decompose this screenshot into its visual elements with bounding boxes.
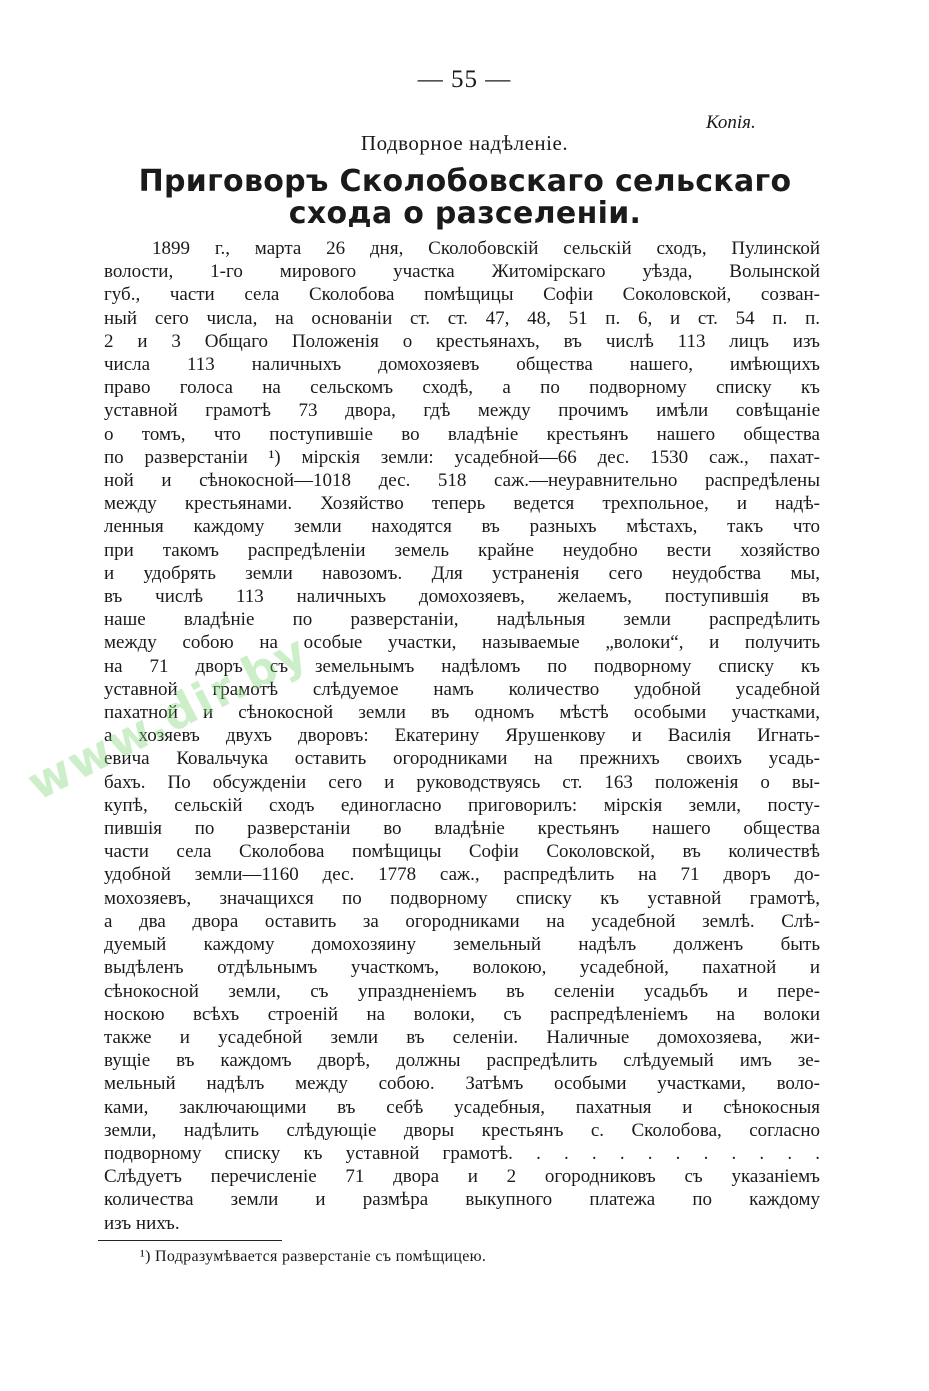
- copy-mark: Копія.: [706, 112, 756, 133]
- body-line: вущіе въ каждомъ дворѣ, должны распредѣлить слѣдуемый имъ зе-: [104, 1050, 820, 1072]
- watermark: www.dir.by: [18, 623, 317, 811]
- body-line: губ., части села Сколобова помѣщицы Софіи Соколовской, созван-: [104, 284, 820, 306]
- body-line: ный сего числа, на основаніи ст. ст. 47, 48, 51 п. 6, и ст. 54 п. п.: [104, 307, 820, 329]
- body-line: право голоса на сельскомъ сходѣ, а по подворному списку къ: [104, 377, 820, 399]
- body-text: [104, 237, 820, 1235]
- body-line: волости, 1-го мирового участка Житомірскаго уѣзда, Волынской: [104, 261, 820, 283]
- body-line: Слѣдуетъ перечисленіе 71 двора и 2 огородниковъ съ указаніемъ: [104, 1166, 820, 1188]
- body-line: по разверстаніи ¹) мірскія земли: усадебной—66 дес. 1530 саж., пахат-: [104, 446, 820, 468]
- body-line: дуемый каждому домохозяину земельный надѣлъ долженъ быть: [104, 934, 820, 956]
- body-line: между крестьянами. Хозяйство теперь ведется трехпольное, и надѣ-: [104, 493, 820, 515]
- body-line: 1899 г., марта 26 дня, Сколобовскій сельскій сходъ, Пулинской: [152, 238, 820, 259]
- body-line: бахъ. По обсужденіи сего и руководствуясь ст. 163 положенія о вы-: [104, 771, 820, 793]
- footnote: ¹) Подразумѣвается разверстаніе съ помѣщицею.: [140, 1248, 487, 1265]
- page-number: — 55 —: [417, 66, 512, 93]
- body-line: пившія по разверстаніи во владѣніе крестьянъ нашего общества: [104, 818, 820, 840]
- body-line: 2 и 3 Общаго Положенія о крестьянахъ, въ числѣ 113 лицъ изъ: [104, 330, 820, 352]
- body-line: части села Сколобова помѣщицы Софіи Соколовской, въ количествѣ: [104, 841, 820, 863]
- body-line: мохозяевъ, значащихся по подворному списку къ уставной грамотѣ,: [104, 887, 820, 909]
- body-line: при такомъ распредѣленіи земель крайне неудобно вести хозяйство: [104, 539, 820, 561]
- document-title: Приговоръ Сколобовскаго сельскаго схода о разселеніи.: [138, 164, 792, 231]
- body-line: земли, надѣлить слѣдующіе дворы крестьянъ с. Сколобова, согласно: [104, 1119, 820, 1141]
- body-line: выдѣленъ отдѣльнымъ участкомъ, волокою, усадебной, пахатной и: [104, 957, 820, 979]
- body-line: изъ нихъ.: [104, 1212, 180, 1234]
- body-line: на 71 дворъ съ земельнымъ надѣломъ по подворному списку къ: [104, 655, 820, 677]
- body-line: евича Ковальчука оставить огородниками на прежнихъ своихъ усадь-: [104, 748, 820, 770]
- body-line: ленныя каждому земли находятся въ разныхъ мѣстахъ, такъ что: [104, 516, 820, 538]
- body-line: и удобрять земли навозомъ. Для устраненія сего неудобства мы,: [104, 562, 820, 584]
- body-line: уставной грамотѣ 73 двора, гдѣ между прочимъ имѣли совѣщаніе: [104, 400, 820, 422]
- body-line: пахатной и сѣнокосной земли въ одномъ мѣстѣ особыми участками,: [104, 702, 820, 724]
- body-line: удобной земли—1160 дес. 1778 саж., распредѣлить на 71 дворъ до-: [104, 864, 820, 886]
- body-line: носкою всѣхъ строеній на волоки, съ распредѣленіемъ на волоки: [104, 1003, 820, 1025]
- body-line: количества земли и размѣра выкупного платежа по каждому: [104, 1189, 820, 1211]
- body-line: уставной грамотѣ слѣдуемое намъ количество удобной усадебной: [104, 678, 820, 700]
- body-line: подворному списку къ уставной грамотѣ. . . . . . . . . . . .: [104, 1142, 820, 1164]
- body-line: въ числѣ 113 наличныхъ домохозяевъ, желаемъ, поступившія въ: [104, 586, 820, 608]
- body-line: числа 113 наличныхъ домохозяевъ общества нашего, имѣющихъ: [104, 354, 820, 376]
- body-line: мельный надѣлъ между собою. Затѣмъ особыми участками, воло-: [104, 1073, 820, 1095]
- body-line: сѣнокосной земли, съ упраздненіемъ въ селеніи усадьбъ и пере-: [104, 980, 820, 1002]
- body-line: ками, заключающими въ себѣ усадебныя, пахатныя и сѣнокосныя: [104, 1096, 820, 1118]
- body-line: о томъ, что поступившіе во владѣніе крестьянъ нашего общества: [104, 423, 820, 445]
- body-line: наше владѣніе по разверстаніи, надѣльныя земли распредѣлить: [104, 609, 820, 631]
- body-line: ной и сѣнокосной—1018 дес. 518 саж.—неуравнительно распредѣлены: [104, 470, 820, 492]
- body-line: купѣ, сельскій сходъ единогласно приговорилъ: мірскія земли, посту-: [104, 794, 820, 816]
- body-line: а хозяевъ двухъ дворовъ: Екатерину Ярушенкову и Василія Игнать-: [104, 725, 820, 747]
- subheading: Подворное надѣленіе.: [360, 131, 569, 155]
- body-line: а два двора оставить за огородниками на усадебной землѣ. Слѣ-: [104, 910, 820, 932]
- body-line: между собою на особые участки, называемые „волоки“, и получить: [104, 632, 820, 654]
- body-line: также и усадебной земли въ селеніи. Наличные домохозяева, жи-: [104, 1026, 820, 1048]
- footnote-rule: [98, 1240, 282, 1241]
